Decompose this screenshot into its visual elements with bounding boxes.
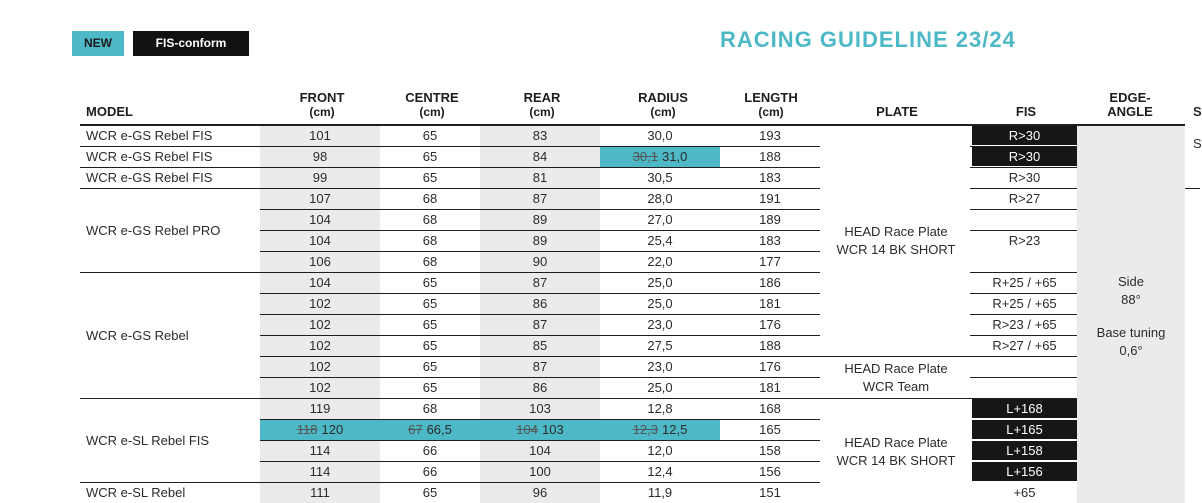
cell-radius	[600, 146, 720, 167]
cell-length-value: 181	[759, 296, 781, 311]
cell-length	[720, 146, 820, 167]
cell-rear-value: 87	[532, 359, 548, 374]
cut-column-letter: S	[1193, 136, 1202, 151]
cell-centre-value: 65	[422, 275, 438, 290]
cell-front-value: 106	[309, 254, 331, 269]
cell-rear	[480, 461, 600, 482]
cell-length-value: 181	[759, 380, 781, 395]
cell-rear-value: 100	[529, 464, 551, 479]
fis-rule-value: R>30	[972, 147, 1077, 166]
cell-front-value: 114	[309, 443, 331, 458]
cell-radius-value: 28,0	[647, 191, 673, 206]
cell-radius	[600, 335, 720, 356]
cell-length	[720, 377, 820, 398]
fis-rule-value: R+25 / +65	[992, 275, 1057, 290]
fis-rule-value: L+168	[972, 399, 1077, 418]
cell-radius	[600, 314, 720, 335]
header-front-label: FRONT	[299, 90, 345, 105]
fis-rule-value: L+156	[972, 462, 1077, 481]
cell-front	[260, 314, 380, 335]
header-edge-line1: EDGE-	[1109, 90, 1151, 105]
cell-length-value: 151	[759, 485, 781, 500]
cell-centre	[380, 314, 480, 335]
model-name: WCR e-GS Rebel FIS	[86, 149, 213, 164]
cell-radius-previous-value: 12,3	[632, 422, 658, 437]
cell-front	[260, 377, 380, 398]
cell-radius-value: 27,5	[647, 338, 673, 353]
cell-radius-value: 27,0	[647, 212, 673, 227]
cell-centre-value: 68	[422, 254, 438, 269]
edge-side-label: Side	[1117, 274, 1145, 289]
cell-length	[720, 293, 820, 314]
cell-radius-value: 30,0	[647, 128, 673, 143]
cell-centre	[380, 461, 480, 482]
cell-centre	[380, 335, 480, 356]
cell-radius-value: 12,5	[662, 422, 688, 437]
cell-length-value: 165	[759, 422, 781, 437]
cell-radius-value: 12,4	[647, 464, 673, 479]
cell-front-value: 104	[309, 212, 331, 227]
plate-1	[822, 223, 970, 259]
cell-length-value: 188	[759, 338, 781, 353]
cell-front	[260, 146, 380, 167]
cell-centre	[380, 125, 480, 146]
fis-rule-value: R>27 / +65	[992, 338, 1057, 353]
cell-front-value: 114	[309, 464, 331, 479]
cell-rear-value: 87	[532, 317, 548, 332]
cell-rear	[480, 419, 600, 440]
cell-front-value: 107	[309, 191, 331, 206]
cell-centre-value: 65	[422, 149, 438, 164]
cell-front-value: 111	[310, 485, 330, 500]
cell-length	[720, 461, 820, 482]
header-radius	[618, 91, 708, 119]
fis-rule-value: +65	[1013, 485, 1036, 500]
header-edge-line2: ANGLE	[1107, 104, 1153, 119]
model-name: WCR e-SL Rebel	[86, 485, 186, 500]
cell-centre-value: 65	[422, 380, 438, 395]
cell-front	[260, 461, 380, 482]
edge-base-label: Base tuning	[1096, 325, 1166, 340]
cell-front-value: 102	[309, 317, 331, 332]
cell-length	[720, 440, 820, 461]
fis-rule	[970, 356, 1077, 357]
cell-radius-value: 25,0	[647, 380, 673, 395]
header-rear-label: REAR	[523, 90, 561, 105]
plate-model: WCR 14 BK SHORT	[836, 242, 956, 257]
page-title: RACING GUIDELINE 23/24	[720, 27, 1016, 52]
header-front-unit: (cm)	[309, 105, 335, 119]
plate-model: WCR 14 BK SHORT	[836, 453, 956, 468]
cell-radius-value: 31,0	[662, 149, 688, 164]
cell-radius	[600, 482, 720, 503]
cell-centre-value: 66	[422, 464, 438, 479]
cell-rear	[480, 146, 600, 167]
cell-length-value: 168	[759, 401, 781, 416]
cell-radius	[600, 272, 720, 293]
cell-length	[720, 272, 820, 293]
model-name: WCR e-GS Rebel FIS	[86, 128, 213, 143]
model-name: WCR e-SL Rebel FIS	[86, 432, 210, 448]
cell-centre-value: 65	[422, 338, 438, 353]
fis-rule-value: R>23	[1008, 233, 1041, 248]
fis-rule	[970, 209, 1077, 210]
cell-centre-value: 65	[422, 485, 438, 500]
cell-rear	[480, 251, 600, 272]
fis-rule-value: R>30	[972, 126, 1077, 145]
cell-front-value: 120	[321, 422, 344, 437]
plate-rule	[820, 398, 970, 399]
cell-front-value: 102	[309, 296, 331, 311]
header-length	[727, 91, 815, 119]
cell-rear-value: 83	[532, 128, 548, 143]
cell-radius	[600, 461, 720, 482]
cell-rear-value: 104	[529, 443, 551, 458]
cell-centre	[380, 377, 480, 398]
cell-centre	[380, 482, 480, 503]
cell-rear-value: 89	[532, 212, 548, 227]
cell-front	[260, 209, 380, 230]
fis-conform-badge: FIS-conform	[133, 31, 249, 56]
cell-front	[260, 356, 380, 377]
cell-radius	[600, 377, 720, 398]
header-rear	[500, 91, 584, 119]
cell-front-value: 99	[312, 170, 328, 185]
cell-front	[260, 335, 380, 356]
cell-centre-value: 68	[422, 191, 438, 206]
cut-column-rule	[1185, 188, 1200, 189]
cell-radius	[600, 356, 720, 377]
cell-rear	[480, 335, 600, 356]
fis-rule-value: R>30	[1008, 170, 1041, 185]
fis-rule-value: R>23 / +65	[992, 317, 1057, 332]
cell-radius	[600, 251, 720, 272]
cell-length	[720, 314, 820, 335]
cell-centre	[380, 272, 480, 293]
cell-radius	[600, 398, 720, 419]
cell-rear	[480, 377, 600, 398]
edge-base-value: 0,6°	[1119, 343, 1143, 358]
cell-centre	[380, 251, 480, 272]
cell-rear	[480, 314, 600, 335]
cell-centre-value: 65	[422, 296, 438, 311]
cell-centre-value: 66,5	[426, 422, 452, 437]
cell-centre-value: 65	[422, 359, 438, 374]
cell-length-value: 183	[759, 170, 781, 185]
cell-rear-value: 87	[532, 275, 548, 290]
cell-front-value: 102	[309, 338, 331, 353]
cell-front	[260, 188, 380, 209]
new-badge: NEW	[72, 31, 124, 56]
cell-length	[720, 230, 820, 251]
cell-radius-value: 23,0	[647, 359, 673, 374]
cell-front	[260, 167, 380, 188]
cell-radius	[600, 167, 720, 188]
cell-radius-value: 12,0	[647, 443, 673, 458]
cell-centre	[380, 398, 480, 419]
header-centre	[385, 91, 479, 119]
cell-length-value: 176	[759, 359, 781, 374]
cell-radius-value: 30,5	[647, 170, 673, 185]
header-radius-unit: (cm)	[650, 105, 676, 119]
cell-rear	[480, 440, 600, 461]
edge-side	[1077, 273, 1185, 309]
cell-rear	[480, 398, 600, 419]
cell-rear	[480, 230, 600, 251]
header-edge-angle	[1090, 91, 1170, 119]
cell-centre	[380, 209, 480, 230]
cell-centre	[380, 293, 480, 314]
cell-radius	[600, 440, 720, 461]
cell-radius	[600, 230, 720, 251]
cell-length	[720, 419, 820, 440]
cell-rear-value: 103	[542, 422, 564, 437]
plate-name: HEAD Race Plate	[844, 224, 948, 239]
cell-front	[260, 230, 380, 251]
header-centre-unit: (cm)	[419, 105, 445, 119]
cell-length-value: 183	[759, 233, 781, 248]
cell-front	[260, 440, 380, 461]
cell-rear	[480, 272, 600, 293]
cell-length-value: 176	[759, 317, 781, 332]
cell-radius	[600, 419, 720, 440]
cell-radius	[600, 188, 720, 209]
cell-length-value: 193	[759, 128, 781, 143]
model-name: WCR e-GS Rebel	[86, 327, 189, 343]
header-cut-column: S	[1193, 104, 1202, 119]
cell-length-value: 191	[759, 191, 781, 206]
cell-radius-value: 12,8	[647, 401, 673, 416]
cell-radius	[600, 293, 720, 314]
cell-front-previous-value: 118	[296, 422, 318, 437]
cell-radius-previous-value: 30,1	[632, 149, 658, 164]
fis-rule-value: L+165	[972, 420, 1077, 439]
cell-rear	[480, 293, 600, 314]
plate-3	[822, 434, 970, 470]
cell-centre-value: 68	[422, 233, 438, 248]
cell-rear	[480, 167, 600, 188]
cell-centre-value: 68	[422, 401, 438, 416]
cell-radius-value: 11,9	[647, 485, 673, 500]
edge-side-value: 88°	[1121, 292, 1141, 307]
cell-rear-value: 86	[532, 296, 548, 311]
cell-rear-value: 81	[532, 170, 548, 185]
cell-rear-value: 90	[532, 254, 548, 269]
cell-length-value: 158	[759, 443, 781, 458]
header-radius-label: RADIUS	[638, 90, 688, 105]
header-centre-label: CENTRE	[405, 90, 459, 105]
cell-length	[720, 188, 820, 209]
cell-front-value: 102	[309, 359, 331, 374]
fis-rule-value: L+158	[972, 441, 1077, 460]
cell-radius-value: 22,0	[647, 254, 673, 269]
cell-rear	[480, 209, 600, 230]
cell-front	[260, 272, 380, 293]
cell-length	[720, 209, 820, 230]
cell-rear	[480, 356, 600, 377]
cell-length-value: 186	[759, 275, 781, 290]
fis-rule	[970, 377, 1077, 378]
cell-front	[260, 293, 380, 314]
edge-base-tuning	[1077, 324, 1185, 360]
cell-length-value: 189	[759, 212, 781, 227]
cell-front	[260, 125, 380, 146]
cell-rear-value: 86	[532, 380, 548, 395]
cell-front	[260, 398, 380, 419]
cell-rear-value: 96	[532, 485, 548, 500]
cell-centre	[380, 188, 480, 209]
cell-rear	[480, 125, 600, 146]
header-model: MODEL	[86, 104, 133, 119]
cell-front-value: 104	[309, 233, 331, 248]
cell-length	[720, 398, 820, 419]
cell-length	[720, 251, 820, 272]
cell-length	[720, 482, 820, 503]
cell-front-value: 98	[312, 149, 328, 164]
plate-rule	[820, 356, 970, 357]
fis-rule-value: R+25 / +65	[992, 296, 1057, 311]
cell-radius-value: 23,0	[647, 317, 673, 332]
cell-centre-value: 65	[422, 317, 438, 332]
cell-front	[260, 419, 380, 440]
cell-radius-value: 25,4	[647, 233, 673, 248]
fis-rule-value: R>27	[1008, 191, 1041, 206]
plate-model: WCR Team	[862, 379, 930, 394]
cell-front-value: 104	[309, 275, 331, 290]
cell-rear	[480, 188, 600, 209]
plate-2	[822, 360, 970, 396]
cell-centre	[380, 440, 480, 461]
cell-centre-value: 65	[422, 128, 438, 143]
cell-centre-value: 66	[422, 443, 438, 458]
cell-centre-value: 65	[422, 170, 438, 185]
plate-name: HEAD Race Plate	[844, 361, 948, 376]
cell-centre	[380, 419, 480, 440]
model-name: WCR e-GS Rebel FIS	[86, 170, 213, 185]
cell-radius-value: 25,0	[647, 275, 673, 290]
cell-front	[260, 251, 380, 272]
edge-angle-column-shade	[1077, 125, 1185, 503]
cell-rear-value: 89	[532, 233, 548, 248]
plate-name: HEAD Race Plate	[844, 435, 948, 450]
cell-length-value: 177	[759, 254, 781, 269]
cell-rear-value: 103	[529, 401, 551, 416]
header-length-unit: (cm)	[758, 105, 784, 119]
header-rear-unit: (cm)	[529, 105, 555, 119]
header-front	[280, 91, 364, 119]
cell-length	[720, 167, 820, 188]
cell-front-value: 101	[309, 128, 331, 143]
cell-front-value: 102	[309, 380, 331, 395]
cell-radius-value: 25,0	[647, 296, 673, 311]
header-plate: PLATE	[876, 104, 918, 119]
cell-radius	[600, 125, 720, 146]
cell-length-value: 156	[759, 464, 781, 479]
cell-length-value: 188	[759, 149, 781, 164]
cell-rear	[480, 482, 600, 503]
header-length-label: LENGTH	[744, 90, 798, 105]
cell-rear-value: 87	[532, 191, 548, 206]
cell-centre-previous-value: 67	[408, 422, 423, 437]
cell-rear-value: 84	[532, 149, 548, 164]
cell-length	[720, 356, 820, 377]
cell-centre	[380, 230, 480, 251]
cell-rear-value: 85	[532, 338, 548, 353]
cell-centre-value: 68	[422, 212, 438, 227]
cell-length	[720, 335, 820, 356]
cell-front-value: 119	[309, 401, 331, 416]
cell-rear-previous-value: 104	[516, 422, 538, 437]
cell-radius	[600, 209, 720, 230]
header-fis: FIS	[1015, 104, 1037, 119]
cell-centre	[380, 167, 480, 188]
cell-centre	[380, 146, 480, 167]
cell-centre	[380, 356, 480, 377]
cell-front	[260, 482, 380, 503]
model-name: WCR e-GS Rebel PRO	[86, 222, 221, 238]
cell-length	[720, 125, 820, 146]
